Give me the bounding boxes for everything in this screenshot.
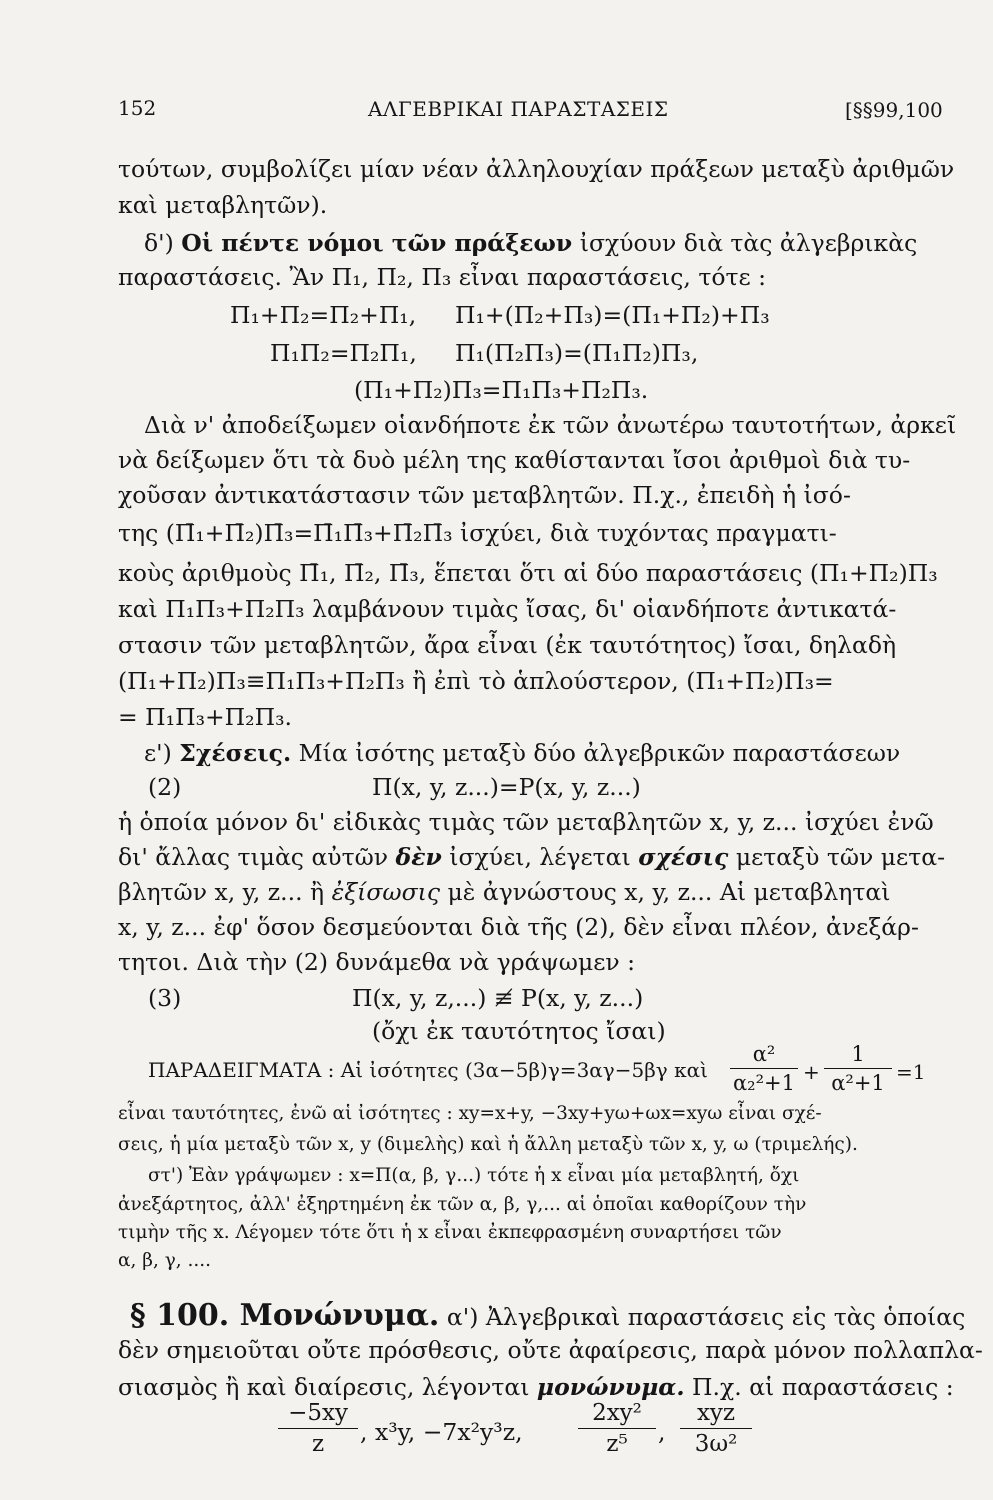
text-span: δι' ἄλλας τιμὰς αὐτῶν (118, 843, 389, 871)
section-heading: § 100. Μονώνυμα. (130, 1298, 440, 1333)
fraction (730, 1042, 798, 1095)
equation-note: (ὄχι ἐκ ταυτότητος ἴσαι) (372, 1017, 666, 1045)
text-line: νὰ δείξωμεν ὅτι τὰ δυὸ μέλη της καθίστανται ἴσοι ἀριθμοὶ διὰ τυ- (118, 446, 911, 474)
text-line: στ') Ἐὰν γράψωμεν : x=Π(α, β, γ...) τότε ἡ x εἶναι μία μεταβλητή, ὄχι (148, 1165, 800, 1186)
section-reference: [§§99,100 (845, 98, 943, 122)
heading-relations: Σχέσεις. (179, 739, 292, 767)
text-span: α') Ἀλγεβρικαὶ παραστάσεις εἰς τὰς ὁποίας (446, 1303, 966, 1331)
section-label: ε') (144, 739, 172, 767)
comma: , (658, 1418, 666, 1446)
equation: Π(x, y, z,...) ≢ P(x, y, z...) (352, 984, 644, 1012)
text-line (130, 1298, 965, 1333)
page-number: 152 (118, 96, 157, 120)
examples-line (148, 1058, 708, 1082)
text-line: σεις, ἡ μία μεταξὺ τῶν x, y (διμελὴς) καὶ ἡ ἄλλη μεταξὺ τῶν x, y, ω (τριμελής). (118, 1134, 858, 1155)
fraction (680, 1400, 752, 1457)
fraction-numerator: α² (730, 1042, 798, 1069)
text-line: χοῦσαν ἀντικατάστασιν τῶν μεταβλητῶν. Π.χ., ἐπειδὴ ἡ ἰσό- (118, 481, 851, 509)
examples-label: ΠΑΡΑΔΕΙΓΜΑΤΑ : (148, 1058, 335, 1082)
text-span: μὲ ἀγνώστους x, y, z... Αἱ μεταβληταὶ (447, 878, 891, 906)
text-span: μεταξὺ τῶν μετα- (735, 843, 946, 871)
text-line: εἶναι ταυτότητες, ἐνῶ αἱ ἰσότητες : xy=x+y, −3xy+yω+ωx=xyω εἶναι σχέ- (118, 1103, 822, 1124)
term-monomials: μονώνυμα. (536, 1373, 685, 1401)
fraction-numerator: 1 (824, 1042, 892, 1069)
text-line: στασιν τῶν μεταβλητῶν, ἄρα εἶναι (ἐκ ταυτότητος) ἴσαι, δηλαδὴ (118, 631, 897, 659)
text-line (118, 843, 945, 871)
fraction-denominator: 3ω² (694, 1431, 738, 1457)
fraction-numerator: −5xy (278, 1400, 358, 1429)
text-span: Αἱ ἰσότητες (3α−5β)γ=3αγ−5βγ καὶ (340, 1058, 708, 1082)
equation-number: (3) (148, 984, 182, 1012)
equation: Π(x, y, z...)=P(x, y, z...) (372, 773, 641, 801)
expression-list: , x³y, −7x²y³z, (360, 1418, 523, 1446)
equation: (Π₁+Π₂)Π₃=Π₁Π₃+Π₂Π₃. (354, 376, 649, 404)
running-title: ΑΛΓΕΒΡΙΚΑΙ ΠΑΡΑΣΤΑΣΕΙΣ (368, 97, 669, 121)
text-line: ἀνεξάρτητος, ἀλλ' ἐξηρτημένη ἐκ τῶν α, β, γ,... αἱ ὁποῖαι καθορίζουν τὴν (118, 1194, 807, 1215)
term-relation: σχέσις (638, 843, 729, 871)
text-line (118, 1373, 954, 1401)
text-line: παραστάσεις. Ἂν Π₁, Π₂, Π₃ εἶναι παραστάσεις, τότε : (118, 263, 767, 291)
equation: Π₁+Π₂=Π₂+Π₁, (230, 301, 417, 329)
text-line: κοὺς ἀριθμοὺς Π̄₁, Π̄₂, Π̄₃, ἕπεται ὅτι αἱ δύο παραστάσεις (Π₁+Π₂)Π₃ (118, 559, 938, 587)
plus-sign: + (803, 1060, 820, 1084)
emphasis-not: δὲν (395, 843, 442, 871)
heading-five-laws: Οἱ πέντε νόμοι τῶν πράξεων (181, 229, 573, 257)
fraction-denominator: α²+1 (831, 1071, 885, 1095)
fraction-denominator: α₂²+1 (733, 1071, 795, 1095)
text-line: = Π₁Π₃+Π₂Π₃. (118, 703, 292, 731)
equation: Π₁(Π₂Π₃)=(Π₁Π₂)Π₃, (455, 339, 699, 367)
text-line: καὶ Π₁Π₃+Π₂Π₃ λαμβάνουν τιμὰς ἴσας, δι' οἱανδήποτε ἀντικατά- (118, 595, 897, 623)
text-span: βλητῶν x, y, z... ἢ (118, 878, 325, 906)
text-line: α, β, γ, .... (118, 1250, 212, 1271)
fraction-numerator: xyz (680, 1400, 752, 1429)
text-line: της (Π̄₁+Π̄₂)Π̄₃=Π̄₁Π̄₃+Π̄₂Π̄₃ ἰσχύει, διὰ τυχόντας πραγματι- (118, 519, 837, 547)
text-line (118, 878, 890, 906)
text-span: Μία ἰσότης μεταξὺ δύο ἀλγεβρικῶν παραστάσεων (298, 739, 901, 767)
text-line: τιμὴν τῆς x. Λέγομεν τότε ὅτι ἡ x εἶναι ἐκπεφρασμένη συναρτήσει τῶν (118, 1222, 782, 1243)
text-line: (Π₁+Π₂)Π₃≡Π₁Π₃+Π₂Π₃ ἢ ἐπὶ τὸ ἁπλούστερον, (Π₁+Π₂)Π₃= (118, 667, 834, 695)
text-line (144, 229, 917, 257)
fraction (278, 1400, 358, 1457)
equation-number: (2) (148, 773, 182, 801)
text-line: ἡ ὁποία μόνον δι' εἰδικὰς τιμὰς τῶν μεταβλητῶν x, y, z... ἰσχύει ἐνῶ (118, 808, 934, 836)
text-line: Διὰ ν' ἀποδείξωμεν οἱανδήποτε ἐκ τῶν ἀνωτέρω ταυτοτήτων, ἀρκεῖ (144, 411, 957, 439)
text-span: ἰσχύουν διὰ τὰς ἀλγεβρικὰς (579, 229, 918, 257)
text-line (144, 739, 900, 767)
text-line: τητοι. Διὰ τὴν (2) δυνάμεθα νὰ γράψωμεν : (118, 948, 636, 976)
term-equation: ἐξίσωσις (331, 878, 440, 906)
fraction (578, 1400, 656, 1457)
text-line: δὲν σημειοῦται οὔτε πρόσθεσις, οὔτε ἀφαίρεσις, παρὰ μόνον πολλαπλα- (118, 1336, 983, 1364)
section-label: δ') (144, 229, 174, 257)
fraction-numerator: 2xy² (578, 1400, 656, 1429)
text-span: ἰσχύει, λέγεται (449, 843, 631, 871)
fraction-denominator: z (311, 1431, 325, 1457)
equation: Π₁Π₂=Π₂Π₁, (270, 339, 417, 367)
text-span: σιασμὸς ἢ καὶ διαίρεσις, λέγονται (118, 1373, 530, 1401)
fraction-denominator: z⁵ (606, 1431, 628, 1457)
equation: Π₁+(Π₂+Π₃)=(Π₁+Π₂)+Π₃ (455, 301, 770, 329)
text-line: καὶ μεταβλητῶν). (118, 191, 328, 219)
text-span: Π.χ. αἱ παραστάσεις : (692, 1373, 954, 1401)
fraction (824, 1042, 892, 1095)
text-line: τούτων, συμβολίζει μίαν νέαν ἀλληλουχίαν πράξεων μεταξὺ ἀριθμῶν (118, 155, 955, 183)
text-line: x, y, z... ἐφ' ὅσον δεσμεύονται διὰ τῆς (2), δὲν εἶναι πλέον, ἀνεξάρ- (118, 913, 919, 941)
equals-one: =1 (896, 1060, 926, 1084)
